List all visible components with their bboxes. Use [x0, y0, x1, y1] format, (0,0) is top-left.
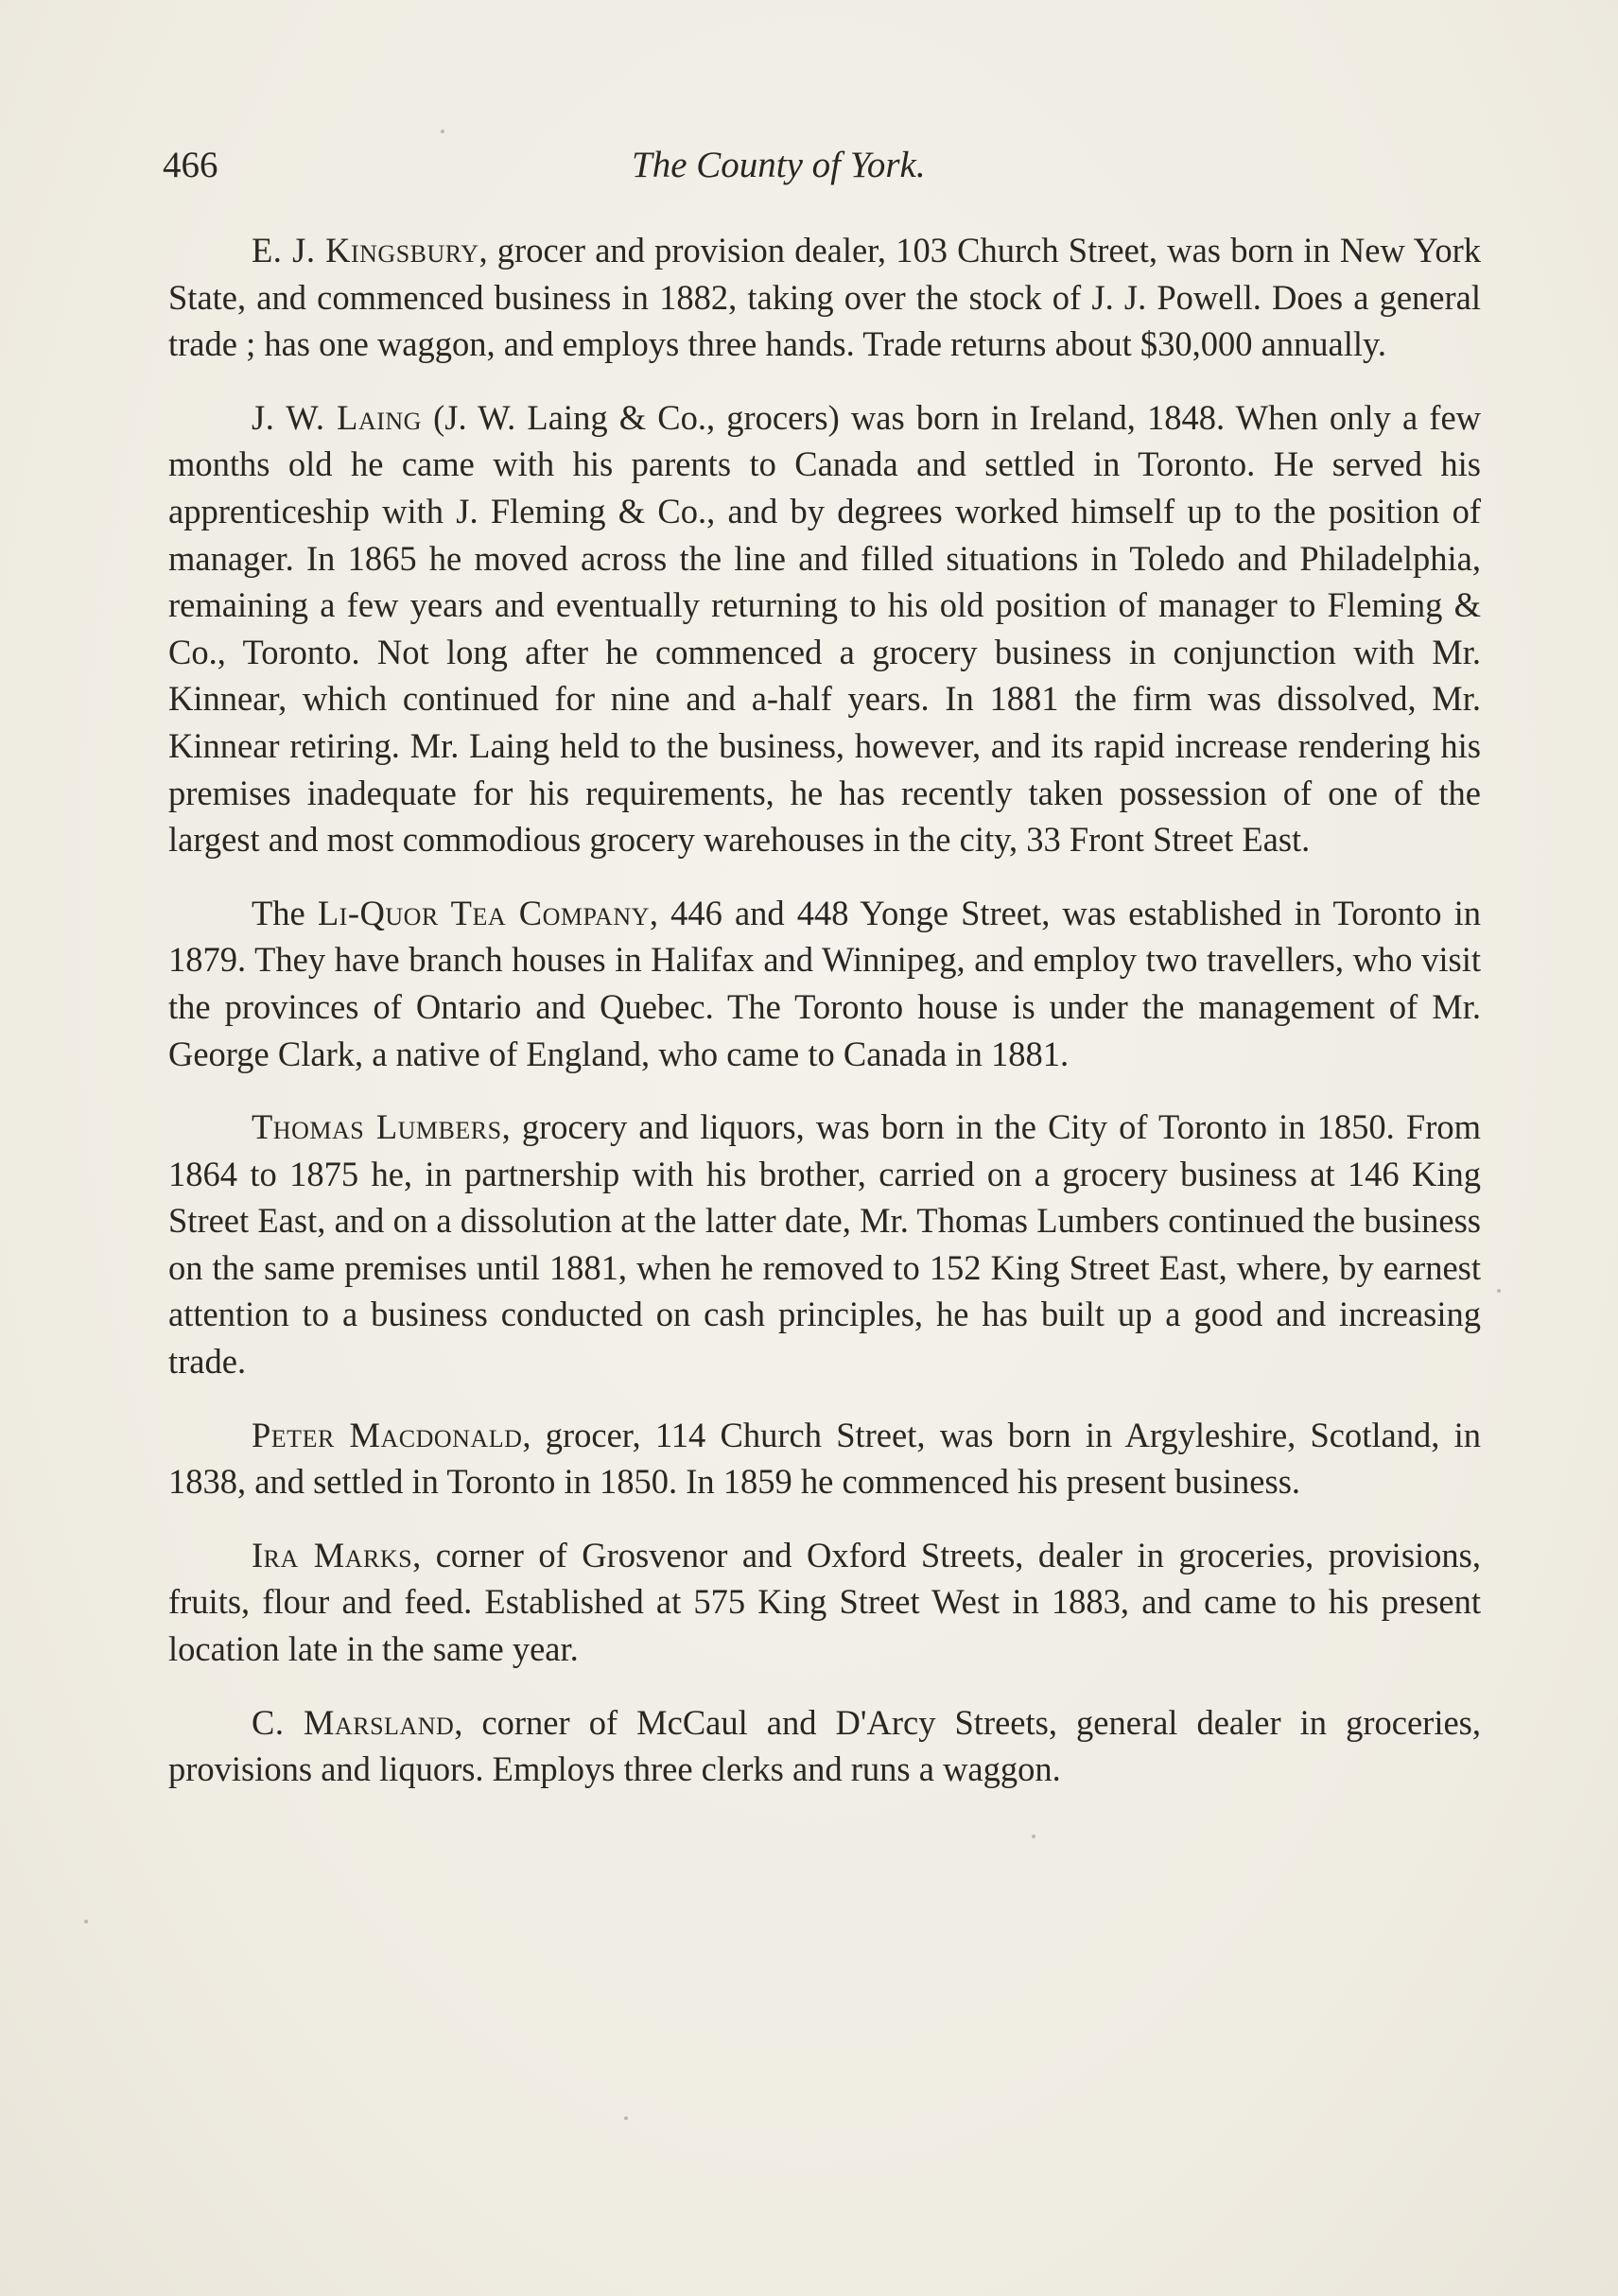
entry-prefix: The — [252, 893, 318, 932]
entry-text: , grocer, 114 Church Street, was born in Argyleshire, Scotland, in 1838, and settled in Toronto in 1850. In 1859 he commenced his present business. — [168, 1415, 1482, 1502]
entry-kingsbury — [168, 227, 1481, 368]
paper-speck — [1032, 1835, 1035, 1838]
entry-name: C. Marsland — [252, 1702, 455, 1742]
entry-name: E. J. Kingsbury — [252, 231, 479, 270]
entry-name: Peter Macdonald — [252, 1415, 523, 1454]
entry-marsland — [168, 1699, 1481, 1793]
entry-name: Li-Quor Tea Company — [317, 893, 650, 932]
entry-text: , corner of Grosvenor and Oxford Streets, dealer in groceries, provisions, fruits, flour and feed. Established at 575 King Street West in 1883, and came to his present location late in the same year. — [168, 1535, 1481, 1669]
entry-macdonald — [168, 1412, 1481, 1505]
entry-text: , corner of McCaul and D'Arcy Streets, general dealer in groceries, provisions and liquors. Employs three clerks and runs a waggon. — [168, 1702, 1481, 1789]
entry-name: Ira Marks — [252, 1535, 413, 1574]
entry-laing — [168, 394, 1481, 863]
entry-lumbers — [168, 1104, 1481, 1385]
paper-speck — [1497, 1289, 1501, 1293]
running-title: The County of York. — [632, 145, 926, 185]
entry-name: J. W. Laing — [252, 397, 422, 437]
entry-name: Thomas Lumbers — [252, 1107, 502, 1147]
entry-marks — [168, 1532, 1481, 1673]
paper-speck — [624, 2116, 628, 2120]
paper-speck — [84, 1920, 88, 1923]
entry-text: , grocery and liquors, was born in the City of Toronto in 1850. From 1864 to 1875 he, in partnership with his brother, carried on a grocery business at 146 King Street East, and on a dissolution at the latter date, Mr. Thomas Lumbers continued the business on the same premises until 1881, when he removed to 152 King Street East, where, by earnest attention to a business conducted on cash principles, he has built up a good and increasing trade. — [168, 1107, 1482, 1382]
entry-text: , grocer and provision dealer, 103 Church Street, was born in New York State, and commenced business in 1882, taking over the stock of J. J. Powell. Does a general trade ; has one waggon, and employs three hands. Trade returns about $30,000 annually. — [168, 231, 1481, 364]
entry-li-quor — [168, 890, 1481, 1077]
page-header — [163, 144, 1487, 200]
paper-speck — [441, 130, 444, 133]
page-body — [168, 227, 1481, 1819]
entry-text: , 446 and 448 Yonge Street, was established in Toronto in 1879. They have branch houses in Halifax and Winnipeg, and employ two travellers, who visit the provinces of Ontario and Quebec. The Toronto house is under the management of Mr. George Clark, a native of England, who came to Canada in 1881. — [168, 893, 1481, 1073]
page-number: 466 — [163, 145, 218, 185]
entry-text: (J. W. Laing & Co., grocers) was born in Ireland, 1848. When only a few months old he came with his parents to Canada and settled in Toronto. He served his apprenticeship with J. Fleming & Co., and by degrees worked himself up to the position of manager. In 1865 he moved across the line and filled situations in Toledo and Philadelphia, remaining a few years and eventually returning to his old position of manager to Fleming & Co., Toronto. Not long after he commenced a grocery business in conjunction with Mr. Kinnear, which continued for nine and a-half years. In 1881 the firm was dissolved, Mr. Kinnear retiring. Mr. Laing held to the business, however, and its rapid increase rendering his premises inadequate for his requirements, he has recently taken possession of one of the largest and most commodious grocery warehouses in the city, 33 Front Street East. — [168, 397, 1482, 860]
